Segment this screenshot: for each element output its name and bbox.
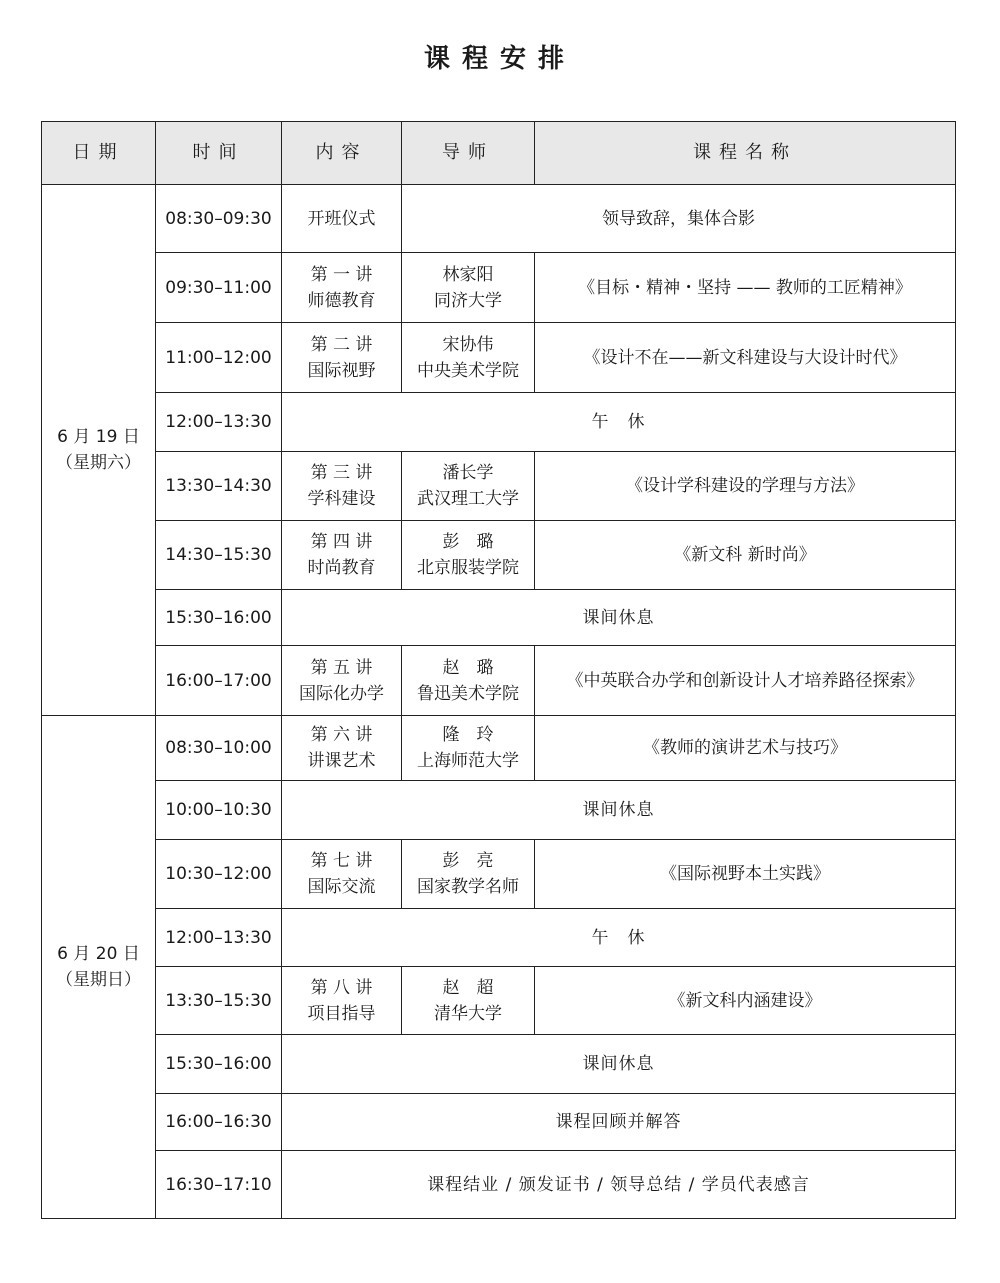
- content-line: 时尚教育: [307, 558, 376, 578]
- content-cell: [282, 521, 402, 590]
- content-line: 国际化办学: [299, 683, 384, 704]
- table-row: [42, 967, 956, 1035]
- merged-activity-cell: 课程结业 / 颁发证书 / 领导总结 / 学员代表感言: [282, 1151, 956, 1219]
- content-line: 第 二 讲: [310, 334, 373, 355]
- table-row: [42, 1094, 956, 1151]
- content-cell: [282, 185, 402, 253]
- header-date: 日期: [42, 122, 156, 185]
- content-line: 学科建设: [307, 489, 376, 509]
- merged-activity-cell: 课间休息: [282, 781, 956, 840]
- merged-activity-cell: 午 休: [282, 909, 956, 967]
- content-line: 第 五 讲: [310, 657, 373, 678]
- table-row: [42, 185, 956, 253]
- course-name-cell: 《目标・精神・坚持 —— 教师的工匠精神》: [535, 253, 956, 323]
- table-row: [42, 521, 956, 590]
- mentor-name: 赵 璐: [442, 657, 494, 678]
- content-line: 国际视野: [307, 360, 376, 381]
- time-cell: 15:30–16:00: [156, 1035, 282, 1094]
- content-cell: [282, 452, 402, 521]
- mentor-institution: 清华大学: [434, 1003, 502, 1024]
- header-time: 时间: [156, 122, 282, 185]
- table-row: [42, 393, 956, 452]
- course-name-cell: 《新文科 新时尚》: [535, 521, 956, 590]
- content-line: 第 八 讲: [310, 977, 373, 998]
- mentor-institution: 上海师范大学: [417, 751, 519, 771]
- table-row: [42, 1151, 956, 1219]
- content-line: 第 六 讲: [310, 725, 373, 745]
- header-mentor: 导师: [402, 122, 535, 185]
- mentor-name: 赵 超: [442, 977, 494, 998]
- mentor-name: 潘长学: [442, 463, 494, 483]
- time-cell: 16:30–17:10: [156, 1151, 282, 1219]
- mentor-name: 彭 亮: [442, 851, 494, 871]
- content-line: 项目指导: [307, 1003, 376, 1024]
- header-content: 内容: [282, 122, 402, 185]
- header-row: [42, 122, 956, 185]
- content-line: 第 七 讲: [310, 851, 373, 871]
- time-cell: 08:30–10:00: [156, 716, 282, 781]
- table-row: [42, 253, 956, 323]
- time-cell: 09:30–11:00: [156, 253, 282, 323]
- mentor-institution: 同济大学: [434, 290, 502, 311]
- merged-course-cell: 领导致辞，集体合影: [402, 185, 956, 253]
- content-line: 第 三 讲: [310, 463, 373, 483]
- content-line: 第 一 讲: [310, 264, 373, 285]
- merged-activity-cell: 课间休息: [282, 590, 956, 646]
- weekday-label: （星期日）: [56, 970, 141, 990]
- content-cell: [282, 716, 402, 781]
- table-row: [42, 716, 956, 781]
- course-name-cell: 《新文科内涵建设》: [535, 967, 956, 1035]
- time-cell: 12:00–13:30: [156, 909, 282, 967]
- table-row: [42, 452, 956, 521]
- mentor-cell: [402, 967, 535, 1035]
- mentor-cell: [402, 452, 535, 521]
- merged-activity-cell: 课程回顾并解答: [282, 1094, 956, 1151]
- mentor-cell: [402, 323, 535, 393]
- mentor-cell: [402, 840, 535, 909]
- weekday-label: （星期六）: [56, 453, 141, 473]
- mentor-name: 林家阳: [442, 264, 494, 285]
- time-cell: 12:00–13:30: [156, 393, 282, 452]
- mentor-name: 隆 玲: [442, 725, 494, 745]
- mentor-institution: 中央美术学院: [417, 360, 519, 381]
- content-cell: [282, 646, 402, 716]
- time-cell: 08:30–09:30: [156, 185, 282, 253]
- time-cell: 16:00–16:30: [156, 1094, 282, 1151]
- time-cell: 11:00–12:00: [156, 323, 282, 393]
- course-name-cell: 《国际视野本土实践》: [535, 840, 956, 909]
- course-name-cell: 《教师的演讲艺术与技巧》: [535, 716, 956, 781]
- table-row: [42, 323, 956, 393]
- schedule-table: [41, 121, 956, 1219]
- content-line: 开班仪式: [307, 208, 376, 229]
- content-line: 讲课艺术: [307, 751, 376, 771]
- content-cell: [282, 840, 402, 909]
- content-cell: [282, 967, 402, 1035]
- mentor-cell: [402, 253, 535, 323]
- merged-activity-cell: 午 休: [282, 393, 956, 452]
- date-label: 6 月 20 日: [57, 944, 140, 964]
- mentor-cell: [402, 716, 535, 781]
- schedule-body: [42, 185, 956, 1219]
- header-course-name: 课程名称: [535, 122, 956, 185]
- content-cell: [282, 253, 402, 323]
- date-cell: [42, 185, 156, 716]
- mentor-cell: [402, 646, 535, 716]
- content-cell: [282, 323, 402, 393]
- date-label: 6 月 19 日: [57, 427, 140, 447]
- time-cell: 10:00–10:30: [156, 781, 282, 840]
- course-name-cell: 《中英联合办学和创新设计人才培养路径探索》: [535, 646, 956, 716]
- table-row: [42, 909, 956, 967]
- time-cell: 13:30–14:30: [156, 452, 282, 521]
- date-cell: [42, 716, 156, 1219]
- content-line: 第 四 讲: [310, 532, 373, 552]
- mentor-institution: 武汉理工大学: [417, 489, 519, 509]
- page-title: 课程安排: [423, 44, 576, 74]
- mentor-name: 彭 璐: [442, 532, 494, 552]
- mentor-institution: 国家教学名师: [417, 877, 519, 897]
- table-row: [42, 840, 956, 909]
- table-row: [42, 1035, 956, 1094]
- merged-activity-cell: 课间休息: [282, 1035, 956, 1094]
- mentor-institution: 北京服装学院: [417, 558, 519, 578]
- table-row: [42, 590, 956, 646]
- time-cell: 15:30–16:00: [156, 590, 282, 646]
- table-row: [42, 646, 956, 716]
- table-row: [42, 781, 956, 840]
- time-cell: 13:30–15:30: [156, 967, 282, 1035]
- course-name-cell: 《设计不在——新文科建设与大设计时代》: [535, 323, 956, 393]
- content-line: 师德教育: [307, 290, 376, 311]
- course-name-cell: 《设计学科建设的学理与方法》: [535, 452, 956, 521]
- time-cell: 10:30–12:00: [156, 840, 282, 909]
- mentor-institution: 鲁迅美术学院: [417, 683, 519, 704]
- time-cell: 14:30–15:30: [156, 521, 282, 590]
- mentor-cell: [402, 521, 535, 590]
- content-line: 国际交流: [307, 877, 376, 897]
- time-cell: 16:00–17:00: [156, 646, 282, 716]
- mentor-name: 宋协伟: [442, 334, 494, 355]
